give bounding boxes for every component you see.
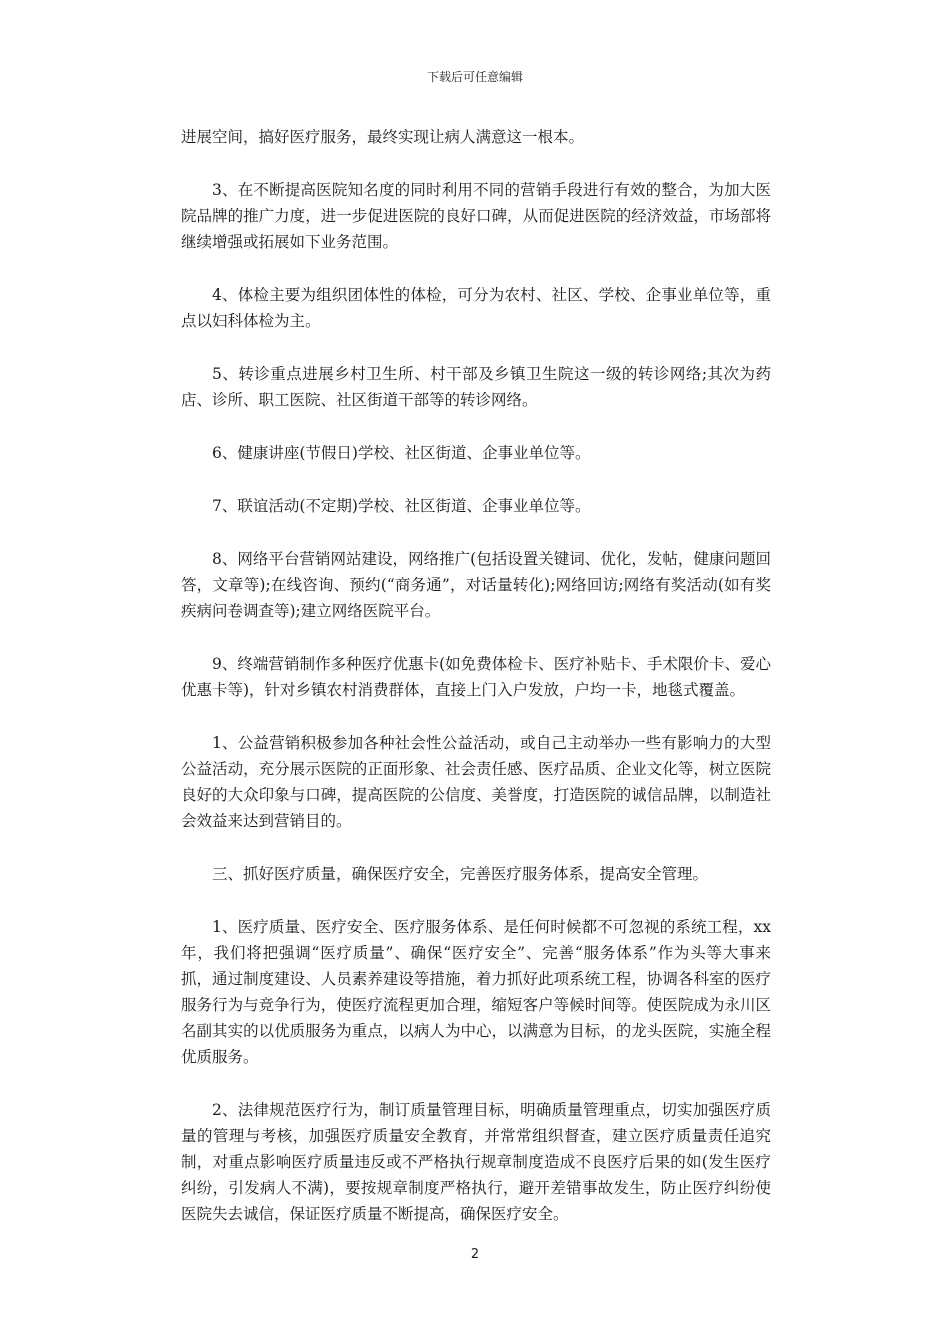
paragraph-item-9: 9、终端营销制作多种医疗优惠卡(如免费体检卡、医疗补贴卡、手术限价卡、爱心优惠卡等)，针对乡镇农村消费群体，直接上门入户发放，户均一卡，地毯式覆盖。 bbox=[181, 655, 771, 699]
paragraph-item-4: 4、体检主要为组织团体性的体检，可分为农村、社区、学校、企事业单位等，重点以妇科体检为主。 bbox=[181, 286, 771, 330]
paragraph-public-welfare: 1、公益营销积极参加各种社会性公益活动，或自己主动举办一些有影响力的大型公益活动，充分展示医院的正面形象、社会责任感、医疗品质、企业文化等，树立医院良好的大众印象与口碑，提高医院的公信度、美誉度，打造医院的诚信品牌，以制造社会效益来达到营销目的。 bbox=[181, 734, 771, 830]
paragraph-quality-2: 2、法律规范医疗行为，制订质量管理目标，明确质量管理重点，切实加强医疗质量的管理与考核，加强医疗质量安全教育，并常常组织督查，建立医疗质量责任追究制，对重点影响医疗质量违反或不严格执行规章制度造成不良医疗后果的如(发生医疗纠纷，引发病人不满)，要按规章制度严格执行，避开差错事故发生，防止医疗纠纷使医院失去诚信，保证医疗质量不断提高，确保医疗安全。 bbox=[181, 1101, 771, 1223]
paragraph-item-3: 3、在不断提高医院知名度的同时利用不同的营销手段进行有效的整合，为加大医院品牌的推广力度，进一步促进医院的良好口碑，从而促进医院的经济效益，市场部将继续增强或拓展如下业务范围。 bbox=[181, 181, 771, 251]
paragraph-item-6: 6、健康讲座(节假日)学校、社区街道、企事业单位等。 bbox=[212, 444, 591, 462]
paragraph-item-8: 8、网络平台营销网站建设，网络推广(包括设置关键词、优化，发帖，健康问题回答，文章等);在线咨询、预约(“商务通”，对话量转化);网络回访;网络有奖活动(如有奖疾病问卷调查等);建立网络医院平台。 bbox=[181, 550, 771, 620]
document-body bbox=[181, 124, 771, 1254]
section-heading-3: 三、抓好医疗质量，确保医疗安全，完善医疗服务体系，提高安全管理。 bbox=[212, 865, 709, 883]
page-header: 下载后可任意编辑 bbox=[426, 70, 523, 84]
paragraph-item-7: 7、联谊活动(不定期)学校、社区街道、企事业单位等。 bbox=[212, 497, 591, 515]
paragraph-quality-1: 1、医疗质量、医疗安全、医疗服务体系、是任何时候都不可忽视的系统工程，xx年，我们将把强调“医疗质量”、确保“医疗安全”、完善“服务体系”作为头等大事来抓，通过制度建设、人员素养建设等措施，着力抓好此项系统工程，协调各科室的医疗服务行为与竞争行为，使医疗流程更加合理，缩短客户等候时间等。使医院成为永川区名副其实的以优质服务为重点，以病人为中心，以满意为目标，的龙头医院，实施全程优质服务。 bbox=[181, 918, 771, 1066]
paragraph-item-5: 5、转诊重点进展乡村卫生所、村干部及乡镇卫生院这一级的转诊网络;其次为药店、诊所、职工医院、社区街道干部等的转诊网络。 bbox=[181, 365, 771, 409]
paragraph-continuation: 进展空间，搞好医疗服务，最终实现让病人满意这一根本。 bbox=[181, 128, 585, 146]
page-number: 2 bbox=[470, 1247, 480, 1262]
